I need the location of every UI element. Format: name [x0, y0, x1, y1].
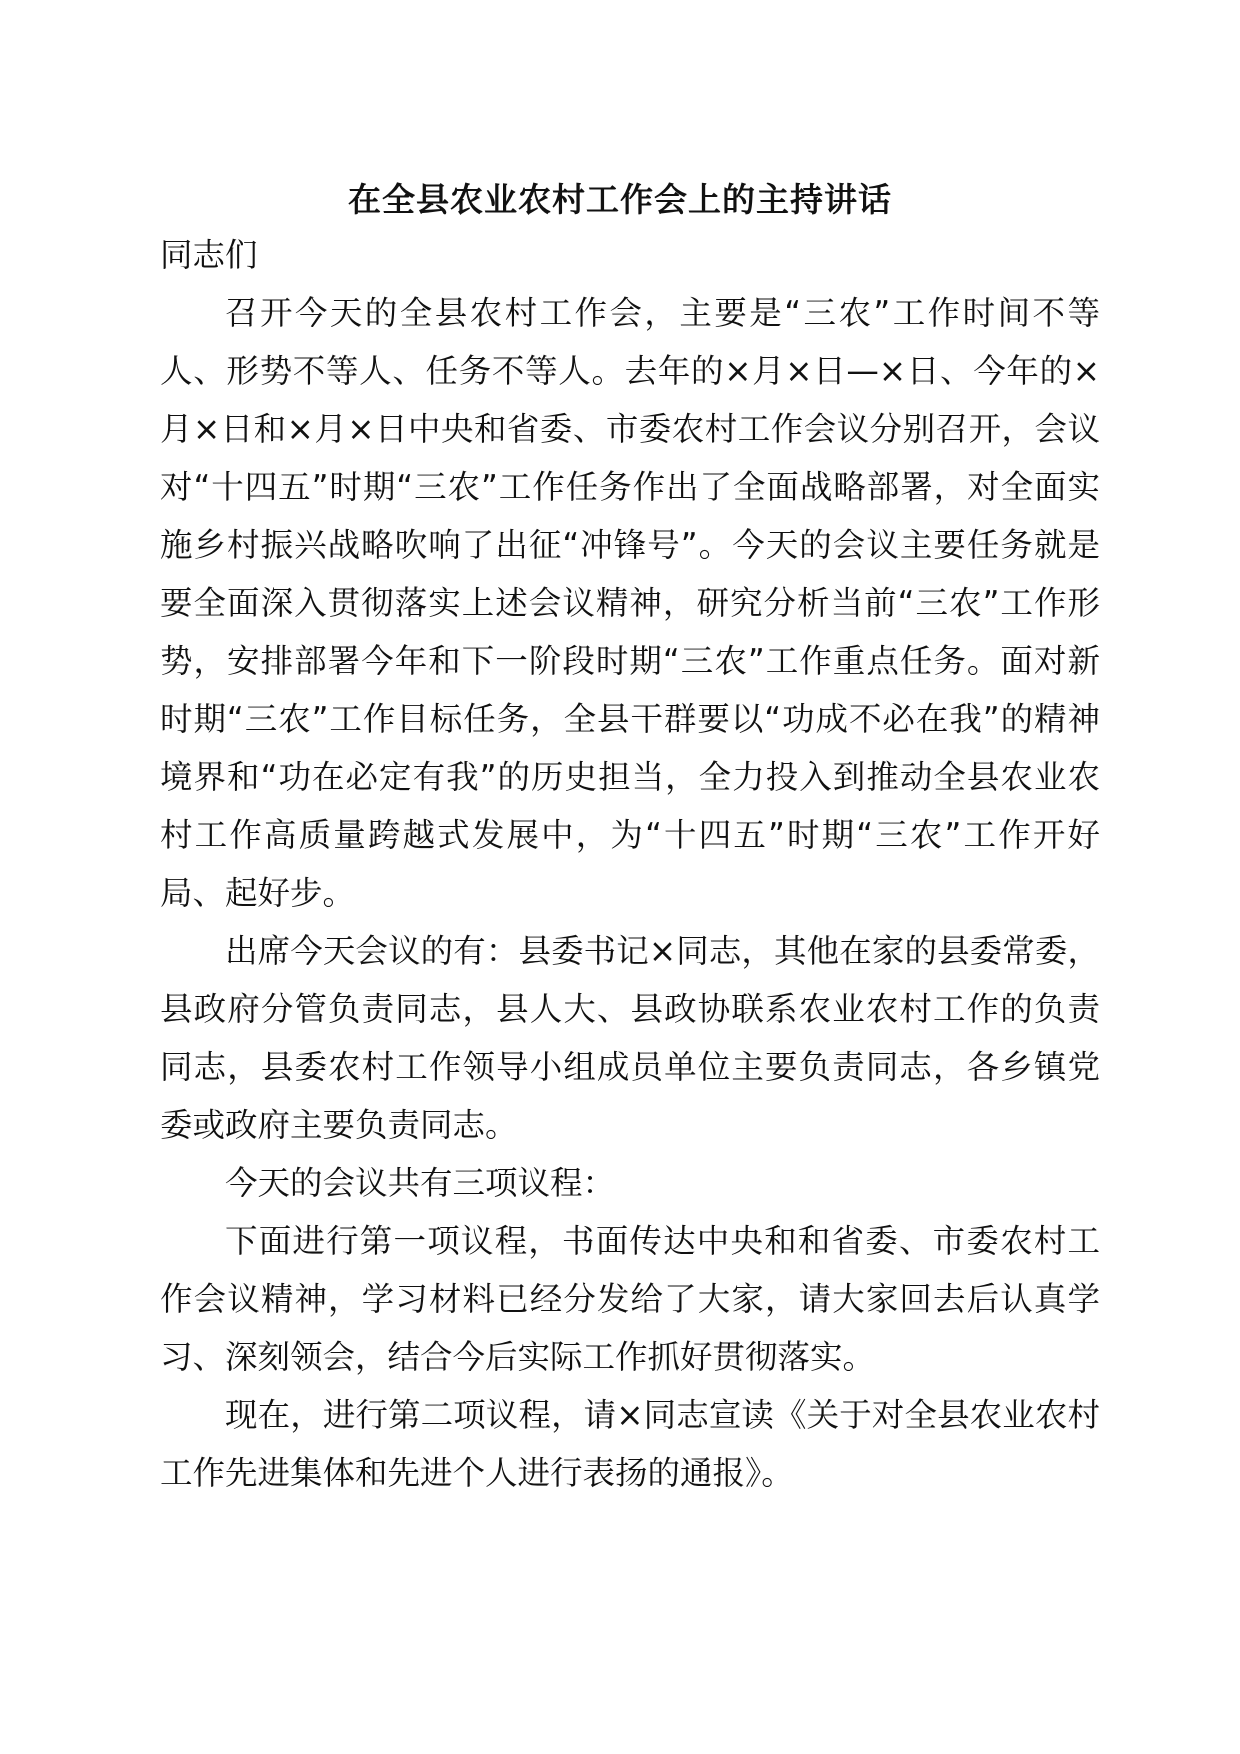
paragraph-opening: 召开今天的全县农村工作会，主要是“三农”工作时间不等人、形势不等人、任务不等人。去年的×月×日—×日、今年的×月×日和×月×日中央和省委、市委农村工作会议分别召开，会议对“十四五”时期“三农”工作任务作出了全面战略部署，对全面实施乡村振兴战略吹响了出征“冲锋号”。今天的会议主要任务就是要全面深入贯彻落实上述会议精神，研究分析当前“三农”工作形势，安排部署今年和下一阶段时期“三农”工作重点任务。面对新时期“三农”工作目标任务，全县干群要以“功成不必在我”的精神境界和“功在必定有我”的历史担当，全力投入到推动全县农业农村工作高质量跨越式发展中，为“十四五”时期“三农”工作开好局、起好步。: [160, 294, 1100, 912]
salutation: 同志们: [160, 236, 258, 274]
paragraph-agenda-item-one: 下面进行第一项议程，书面传达中央和和省委、市委农村工作会议精神，学习材料已经分发给了大家，请大家回去后认真学习、深刻领会，结合今后实际工作抓好贯彻落实。: [160, 1222, 1100, 1376]
document-title: 在全县农业农村工作会上的主持讲话: [348, 180, 892, 219]
paragraph-agenda-item-two: 现在，进行第二项议程，请×同志宣读《关于对全县农业农村工作先进集体和先进个人进行表扬的通报》。: [160, 1396, 1100, 1492]
paragraph-agenda-intro: 今天的会议共有三项议程：: [225, 1164, 616, 1202]
document-body: [160, 226, 1100, 1502]
paragraph-attendees: 出席今天会议的有：县委书记×同志，其他在家的县委常委，县政府分管负责同志，县人大、县政协联系农业农村工作的负责同志，县委农村工作领导小组成员单位主要负责同志，各乡镇党委或政府主要负责同志。: [160, 932, 1100, 1144]
